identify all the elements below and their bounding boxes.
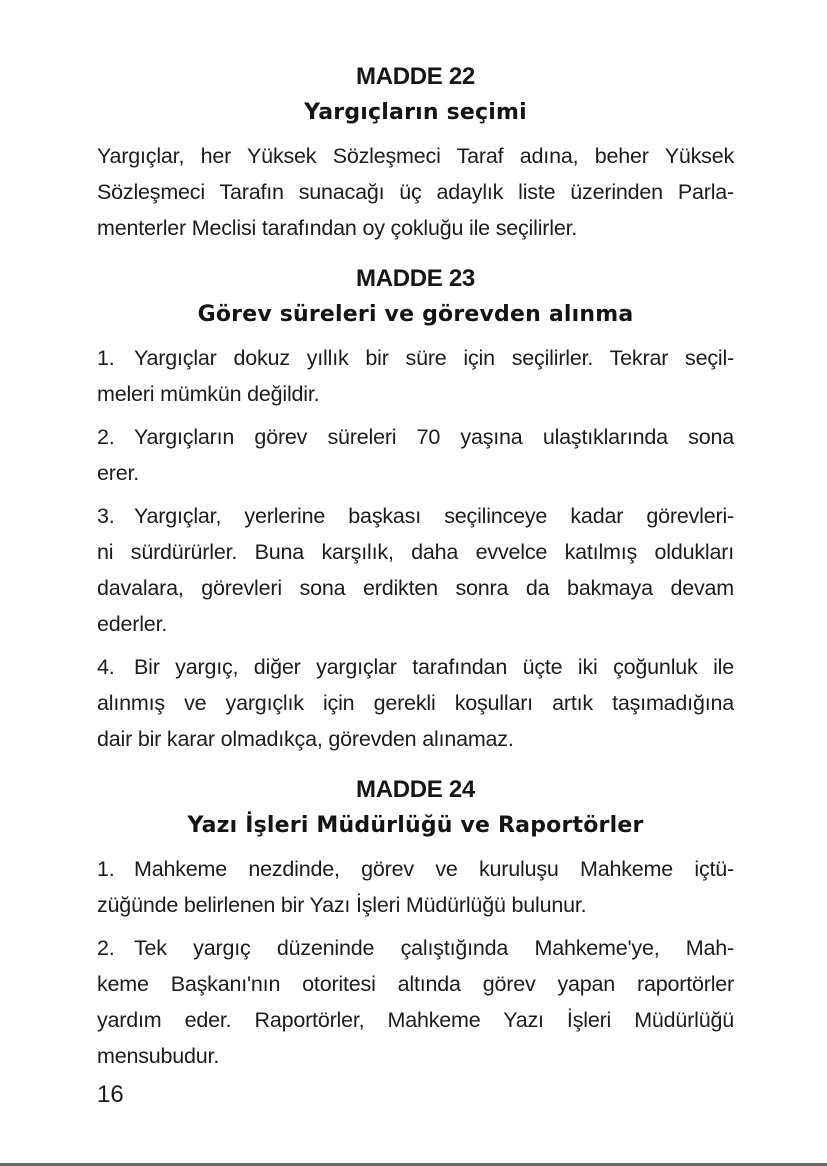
- line-text: Bir yargıç, diğer yargıçlar tarafından üçte iki çoğunluk ile: [134, 655, 734, 679]
- paragraph-line: [97, 534, 734, 570]
- paragraph: [97, 930, 734, 1074]
- line-text: davalara, görevleri sona erdikten sonra da bakmaya devam: [97, 576, 734, 600]
- paragraph: [97, 419, 734, 491]
- paragraph-line: [97, 340, 734, 376]
- line-text: Sözleşmeci Tarafın sunacağı üç adaylık liste üzerinden Parla-: [97, 180, 734, 204]
- line-text: Tek yargıç düzeninde çalıştığında Mahkeme'ye, Mah-: [134, 936, 734, 960]
- paragraph-line: [97, 570, 734, 606]
- article-paragraphs: [97, 138, 734, 246]
- line-text: Yargıçlar, her Yüksek Sözleşmeci Taraf adına, beher Yüksek: [97, 144, 734, 168]
- article-title-heading: Yazı İşleri Müdürlüğü ve Raportörler: [187, 813, 644, 838]
- article-title-heading: Yargıçların seçimi: [304, 100, 527, 125]
- line-text: yardım eder. Raportörler, Mahkeme Yazı İşleri Müdürlüğü: [97, 1008, 734, 1032]
- line-text: meleri mümkün değildir.: [97, 382, 320, 406]
- paragraph-number: 2.: [97, 425, 115, 449]
- line-text: Mahkeme nezdinde, görev ve kuruluşu Mahkeme içtü-: [134, 857, 734, 881]
- article-section: [97, 58, 734, 246]
- line-text: ederler.: [97, 612, 168, 636]
- line-text: ni sürdürürler. Buna karşılık, daha evvelce katılmış oldukları: [97, 540, 734, 564]
- paragraph-line: [97, 1038, 734, 1074]
- paragraph-line: [97, 649, 734, 685]
- paragraph-line: [97, 851, 734, 887]
- paragraph: [97, 138, 734, 246]
- paragraph-line: [97, 455, 734, 491]
- paragraph-line: [97, 210, 734, 246]
- paragraph-line: [97, 721, 734, 757]
- paragraph-number: 1.: [97, 346, 115, 370]
- paragraph-line: [97, 419, 734, 455]
- article-number-heading: MADDE 22: [356, 63, 475, 90]
- paragraph-number: 1.: [97, 857, 115, 881]
- paragraph-line: [97, 498, 734, 534]
- paragraph-line: [97, 930, 734, 966]
- page-content: [97, 58, 734, 1074]
- article-paragraphs: [97, 851, 734, 1074]
- paragraph-line: [97, 685, 734, 721]
- paragraph-number: 3.: [97, 504, 115, 528]
- paragraph: [97, 498, 734, 642]
- article-number-heading: MADDE 24: [356, 776, 475, 803]
- paragraph: [97, 340, 734, 412]
- line-text: mensubudur.: [97, 1044, 220, 1068]
- paragraph: [97, 851, 734, 923]
- article-section: [97, 771, 734, 1074]
- line-text: erer.: [97, 461, 140, 485]
- page-number: 16: [97, 1081, 124, 1108]
- paragraph-line: [97, 1002, 734, 1038]
- paragraph-line: [97, 138, 734, 174]
- paragraph-number: 4.: [97, 655, 115, 679]
- line-text: keme Başkanı'nın otoritesi altında görev yapan raportörler: [97, 972, 734, 996]
- paragraph-line: [97, 887, 734, 923]
- article-number-heading: MADDE 23: [356, 265, 475, 292]
- paragraph-line: [97, 606, 734, 642]
- paragraph-line: [97, 174, 734, 210]
- paragraph-line: [97, 966, 734, 1002]
- line-text: Yargıçların görev süreleri 70 yaşına ulaştıklarında sona: [134, 425, 734, 449]
- paragraph-number: 2.: [97, 936, 115, 960]
- article-paragraphs: [97, 340, 734, 757]
- line-text: dair bir karar olmadıkça, görevden alınamaz.: [97, 727, 514, 751]
- paragraph-line: [97, 376, 734, 412]
- line-text: menterler Meclisi tarafından oy çokluğu ile seçilirler.: [97, 216, 578, 240]
- paragraph: [97, 649, 734, 757]
- line-text: züğünde belirlenen bir Yazı İşleri Müdürlüğü bulunur.: [97, 893, 587, 917]
- line-text: Yargıçlar dokuz yıllık bir süre için seçilirler. Tekrar seçil-: [134, 346, 734, 370]
- line-text: alınmış ve yargıçlık için gerekli koşulları artık taşımadığına: [97, 691, 734, 715]
- line-text: Yargıçlar, yerlerine başkası seçilinceye kadar görevleri-: [134, 504, 734, 528]
- article-section: [97, 260, 734, 757]
- article-title-heading: Görev süreleri ve görevden alınma: [197, 302, 634, 327]
